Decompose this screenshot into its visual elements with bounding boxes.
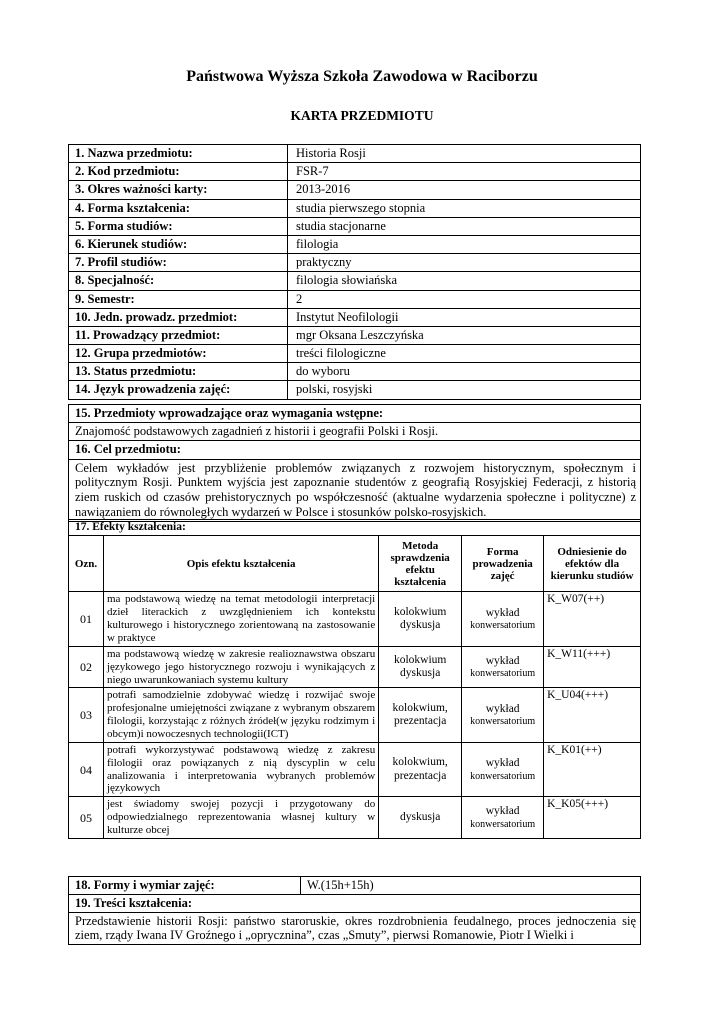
section-18-value: W.(15h+15h) (301, 877, 641, 895)
learning-outcomes-table (68, 519, 641, 839)
outcome-reference: K_K05(+++) (544, 797, 641, 839)
info-label: 14. Język prowadzenia zajęć: (69, 381, 288, 399)
outcome-row (69, 592, 641, 646)
outcome-description: jest świadomy swojej pozycji i przygotowany do odpowiedzialnego reprezentowania własnej kultury w kulturze obcej (103, 797, 378, 839)
outcome-reference: K_W11(+++) (544, 646, 641, 688)
info-row (69, 326, 641, 344)
info-label: 13. Status przedmiotu: (69, 363, 288, 381)
info-label: 6. Kierunek studiów: (69, 235, 288, 253)
outcome-form (462, 797, 544, 839)
outcome-method: kolokwium dyskusja (379, 592, 462, 646)
section-19-text: Przedstawienie historii Rosji: państwo staroruskie, okres rozdrobnienia feudalnego, proces jednoczenia się ziem, rządy Iwana IV Groźnego i „oprycznina”, czas „Smuty”, pierwsi Romanowie, Piotr I Wielki i (69, 912, 641, 945)
outcome-method: kolokwium, prezentacja (379, 742, 462, 796)
info-label: 7. Profil studiów: (69, 254, 288, 272)
outcome-description: ma podstawową wiedzę w zakresie realioznawstwa obszaru językowego jego historycznego rozwoju i wynikających z niego uwarunkowaniach systemu kultury (103, 646, 378, 688)
info-value: studia pierwszego stopnia (288, 199, 641, 217)
info-value: polski, rosyjski (288, 381, 641, 399)
outcome-form (462, 646, 544, 688)
col-header-forma: Forma prowadzenia zajęć (462, 536, 544, 592)
outcome-code: 04 (69, 742, 104, 796)
section-16-title: 16. Cel przedmiotu: (69, 441, 641, 459)
outcome-method: kolokwium dyskusja (379, 646, 462, 688)
info-row (69, 181, 641, 199)
info-row (69, 145, 641, 163)
section-15-text: Znajomość podstawowych zagadnień z historii i geografii Polski i Rosji. (69, 423, 641, 441)
info-row (69, 235, 641, 253)
info-label: 4. Forma kształcenia: (69, 199, 288, 217)
info-label: 1. Nazwa przedmiotu: (69, 145, 288, 163)
section-15-title: 15. Przedmioty wprowadzające oraz wymagania wstępne: (69, 405, 641, 423)
outcome-form (462, 592, 544, 646)
info-label: 3. Okres ważności karty: (69, 181, 288, 199)
info-label: 8. Specjalność: (69, 272, 288, 290)
info-label: 11. Prowadzący przedmiot: (69, 326, 288, 344)
col-header-opis: Opis efektu kształcenia (103, 536, 378, 592)
info-value: filologia (288, 235, 641, 253)
section-17-title: 17. Efekty kształcenia: (69, 520, 641, 536)
outcome-row (69, 688, 641, 742)
info-row (69, 163, 641, 181)
outcome-form-lecture: wykład (485, 702, 520, 715)
info-value: FSR-7 (288, 163, 641, 181)
info-value: Historia Rosji (288, 145, 641, 163)
outcome-code: 01 (69, 592, 104, 646)
col-header-metoda: Metoda sprawdzenia efektu kształcenia (379, 536, 462, 592)
col-header-odniesienie: Odniesienie do efektów dla kierunku studiów (544, 536, 641, 592)
info-row (69, 217, 641, 235)
info-value: treści filologiczne (288, 345, 641, 363)
info-row (69, 345, 641, 363)
section-16-text: Celem wykładów jest przybliżenie problemów związanych z rozwojem historycznym, społecznym i politycznym Rosji. Punktem wyjścia jest zapoznanie studentów z geografią Rosyjskiej Federacji, z historią ziem ruskich od czasów prehistorycznych po współczesność (aktualne wydarzenia społeczne i polityczne) z nawiązaniem do równoległych wydarzeń w Polsce i stosunków polsko-rosyjskich. (69, 459, 641, 521)
outcome-form-lecture: wykład (485, 606, 520, 619)
outcome-description: potrafi samodzielnie zdobywać wiedzę i rozwijać swoje profesjonalne umiejętności związane z wybranym obszarem filologii, korzystając z różnych źródeł(w języku rodzimym i obcym)i nowoczesnych technologii(ICT) (103, 688, 378, 742)
info-row (69, 290, 641, 308)
outcome-form-seminar: konwersatorium (470, 818, 536, 830)
info-label: 12. Grupa przedmiotów: (69, 345, 288, 363)
info-value: 2 (288, 290, 641, 308)
outcome-form-lecture: wykład (485, 805, 520, 818)
outcome-reference: K_U04(+++) (544, 688, 641, 742)
info-label: 9. Semestr: (69, 290, 288, 308)
outcome-form (462, 742, 544, 796)
info-label: 5. Forma studiów: (69, 217, 288, 235)
info-row (69, 272, 641, 290)
course-info-table (68, 144, 641, 400)
outcome-method: dyskusja (379, 797, 462, 839)
info-value: 2013-2016 (288, 181, 641, 199)
outcome-row (69, 797, 641, 839)
outcome-reference: K_K01(++) (544, 742, 641, 796)
outcome-method: kolokwium, prezentacja (379, 688, 462, 742)
outcome-reference: K_W07(++) (544, 592, 641, 646)
outcome-description: potrafi wykorzystywać podstawową wiedzę z zakresu filologii oraz powiązanych z nią dyscyplin w celu analizowania i interpretowania wybranych problemów językowych (103, 742, 378, 796)
info-value: Instytut Neofilologii (288, 308, 641, 326)
info-value: studia stacjonarne (288, 217, 641, 235)
outcome-form-seminar: konwersatorium (470, 770, 536, 782)
info-value: mgr Oksana Leszczyńska (288, 326, 641, 344)
info-value: do wyboru (288, 363, 641, 381)
outcome-form-seminar: konwersatorium (470, 716, 536, 728)
info-row (69, 381, 641, 399)
institution-name: Państwowa Wyższa Szkoła Zawodowa w Raciborzu (186, 68, 538, 85)
info-label: 2. Kod przedmiotu: (69, 163, 288, 181)
info-row (69, 254, 641, 272)
section-19-title: 19. Treści kształcenia: (69, 894, 641, 912)
outcome-form-lecture: wykład (485, 757, 520, 770)
document-title: KARTA PRZEDMIOTU (290, 108, 434, 123)
outcome-row (69, 646, 641, 688)
col-header-ozn: Ozn. (69, 536, 104, 592)
section-18-label: 18. Formy i wymiar zajęć: (69, 877, 301, 895)
info-value: filologia słowiańska (288, 272, 641, 290)
outcome-code: 03 (69, 688, 104, 742)
requirements-table (68, 404, 641, 522)
info-value: praktyczny (288, 254, 641, 272)
outcome-description: ma podstawową wiedzę na temat metodologii interpretacji dzieł literackich z uwzględnieniem ich kontekstu kulturowego i historycznego zorientowaną na zastosowanie w praktyce (103, 592, 378, 646)
info-row (69, 363, 641, 381)
info-row (69, 308, 641, 326)
info-row (69, 199, 641, 217)
outcome-form (462, 688, 544, 742)
outcome-form-seminar: konwersatorium (470, 620, 536, 632)
outcome-row (69, 742, 641, 796)
outcome-code: 02 (69, 646, 104, 688)
forms-and-content-table (68, 876, 641, 945)
info-label: 10. Jedn. prowadz. przedmiot: (69, 308, 288, 326)
outcome-form-seminar: konwersatorium (470, 668, 536, 680)
outcome-code: 05 (69, 797, 104, 839)
outcome-form-lecture: wykład (485, 654, 520, 667)
